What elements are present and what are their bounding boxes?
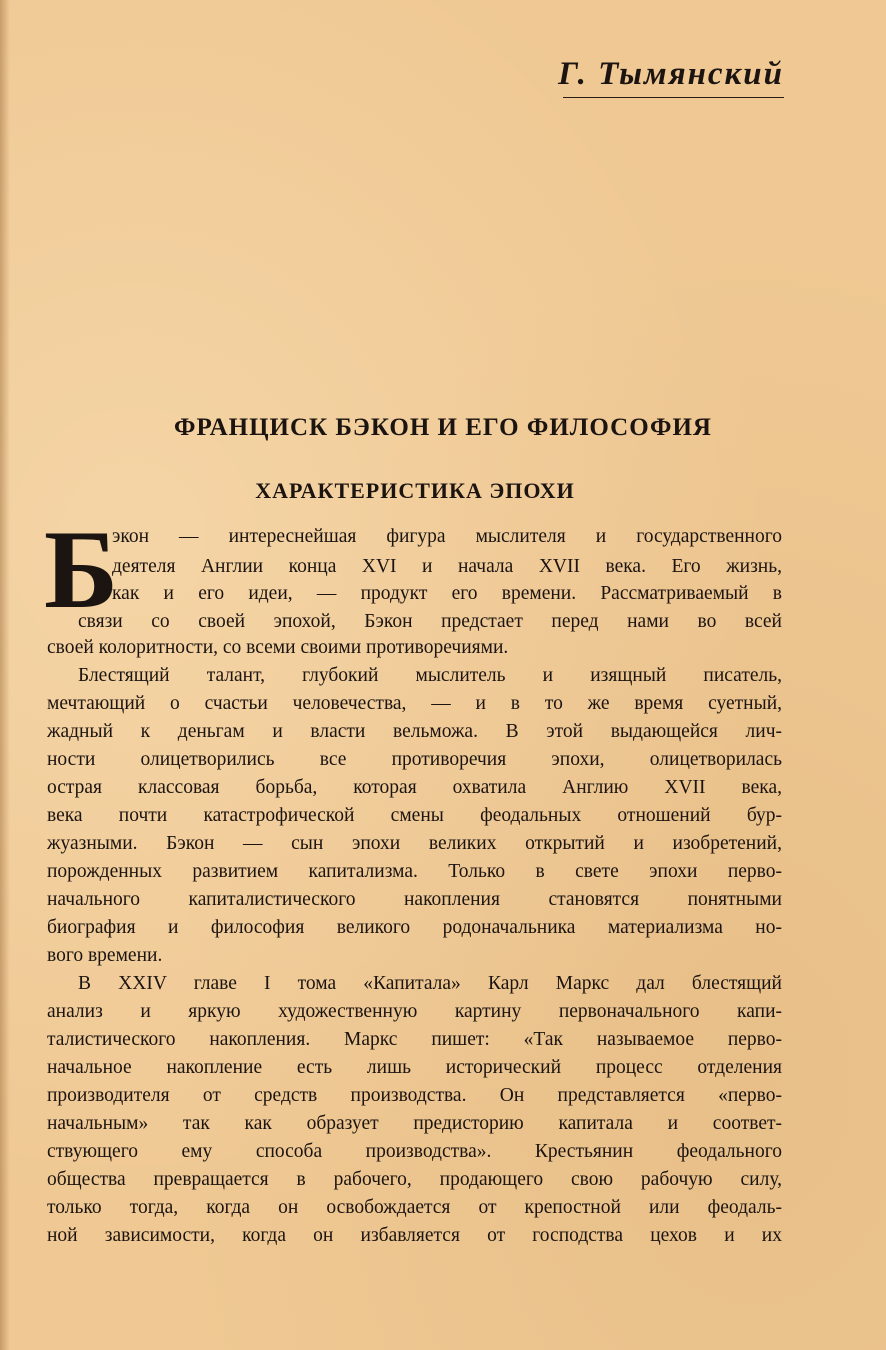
text-line: производителя от средств производства. Он представляется «перво- [47,1085,782,1106]
text-line: только тогда, когда он освобождается от крепостной или феодаль- [47,1197,782,1218]
text-line: связи со своей эпохой, Бэкон предстает перед нами во всей [78,611,782,632]
text-line: жадный к деньгам и власти вельможа. В этой выдающейся лич- [47,721,782,742]
text-line: биография и философия великого родоначальника материализма но- [47,917,782,938]
text-line: деятеля Англии конца XVI и начала XVII века. Его жизнь, [112,556,782,577]
author-underline [563,97,784,98]
text-line: анализ и яркую художественную картину первоначального капи- [47,1001,782,1022]
text-line: порожденных развитием капитализма. Только в свете эпохи перво- [47,861,782,882]
text-line: талистического накопления. Маркс пишет: «Так называемое перво- [47,1029,782,1050]
text-line: ствующего ему способа производства». Крестьянин феодального [47,1141,782,1162]
text-line: века почти катастрофической смены феодальных отношений бур- [47,805,782,826]
text-line: общества превращается в рабочего, продающего свою рабочую силу, [47,1169,782,1190]
text-line: ной зависимости, когда он избавляется от господства цехов и их [47,1225,782,1246]
text-line: экон — интереснейшая фигура мыслителя и государственного [112,526,782,547]
text-line: ности олицетворились все противоречия эпохи, олицетворилась [47,749,782,770]
text-line: Блестящий талант, глубокий мыслитель и изящный писатель, [78,665,782,686]
author-name: Г. Тымянский [558,56,784,92]
text-line: начальное накопление есть лишь исторический процесс отделения [47,1057,782,1078]
text-line: острая классовая борьба, которая охватила Англию XVII века, [47,777,782,798]
text-line: вого времени. [47,945,163,966]
text-line: своей колоритности, со всеми своими противоречиями. [47,637,509,658]
text-line: начального капиталистического накопления становятся понятными [47,889,782,910]
drop-cap: Б [44,508,119,632]
section-title: ХАРАКТЕРИСТИКА ЭПОХИ [255,478,575,503]
text-line: мечтающий о счастьи человечества, — и в то же время суетный, [47,693,782,714]
text-line: как и его идеи, — продукт его времени. Рассматриваемый в [112,583,782,604]
article-title: ФРАНЦИСК БЭКОН И ЕГО ФИЛОСОФИЯ [174,414,712,441]
page-edge-shadow [0,0,10,1350]
text-line: жуазными. Бэкон — сын эпохи великих открытий и изобретений, [47,833,782,854]
text-line: В XXIV главе I тома «Капитала» Карл Маркс дал блестящий [78,973,782,994]
text-line: начальным» так как образует предисторию капитала и соответ- [47,1113,782,1134]
